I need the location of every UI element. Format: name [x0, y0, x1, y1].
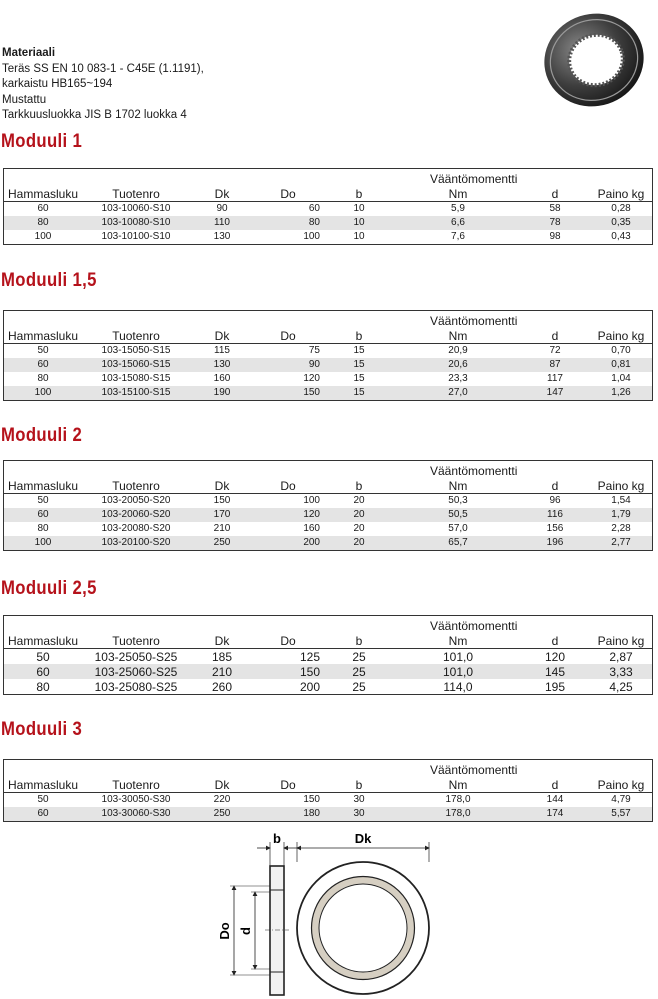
col-b: b [322, 186, 396, 202]
cell-dk: 130 [190, 358, 254, 372]
torque-group-header: Vääntömomentti [430, 313, 518, 328]
cell-paino: 4,25 [609, 679, 633, 694]
cell-b: 15 [353, 345, 365, 356]
table-row [4, 202, 653, 217]
col-tuotenro: Tuotenro [82, 777, 190, 793]
cell-do: 90 [254, 358, 322, 372]
module-1-table [3, 168, 653, 245]
table-row [4, 344, 653, 359]
cell-do: 100 [303, 231, 320, 242]
cell-do: 60 [308, 203, 320, 214]
table-row [4, 664, 653, 679]
module-2-5-table [3, 615, 653, 695]
cell-tuotenro: 103-10060-S10 [101, 203, 171, 214]
cell-d: 72 [549, 345, 561, 356]
col-do: Do [254, 633, 322, 649]
cell-do: 150 [303, 794, 320, 805]
col-tuotenro: Tuotenro [82, 186, 190, 202]
cell-d: 196 [520, 536, 590, 551]
table-row [4, 372, 653, 386]
cell-tuotenro: 103-20050-S20 [101, 495, 171, 506]
cell-tuotenro: 103-25050-S25 [94, 649, 178, 664]
col-paino: Paino kg [590, 777, 653, 793]
cell-b: 25 [352, 679, 366, 694]
cell-nm: 114,0 [443, 679, 473, 694]
col-paino: Paino kg [590, 478, 653, 494]
cell-nm: 23,3 [448, 373, 468, 384]
material-line: Teräs SS EN 10 083-1 - C45E (1.1191), [2, 62, 204, 75]
col-dk: Dk [190, 186, 254, 202]
cell-paino: 1,79 [590, 508, 653, 522]
col-nm: Nm [396, 186, 520, 202]
torque-group-header: Vääntömomentti [430, 618, 518, 633]
material-line: Tarkkuusluokka JIS B 1702 luokka 4 [2, 109, 187, 121]
cell-dk: 90 [216, 203, 228, 214]
cell-tuotenro: 103-15060-S15 [82, 358, 190, 372]
cell-hammasluku: 60 [4, 664, 83, 679]
col-paino: Paino kg [590, 328, 653, 344]
label-do: Do [217, 922, 232, 940]
cell-nm: 101,0 [442, 649, 474, 664]
cell-hammasluku: 50 [37, 495, 49, 506]
cell-dk: 210 [190, 664, 254, 679]
material-line: Mustattu [2, 93, 47, 106]
cell-paino: 5,57 [590, 807, 653, 822]
table-row [4, 649, 653, 665]
cell-dk: 110 [190, 216, 254, 230]
cell-dk: 260 [211, 679, 233, 694]
cell-do: 160 [303, 523, 320, 534]
table-row [4, 508, 653, 522]
col-do: Do [254, 478, 322, 494]
col-dk: Dk [190, 777, 254, 793]
material-info [2, 46, 204, 124]
cell-d: 98 [549, 231, 561, 242]
cell-b: 20 [322, 508, 396, 522]
cell-hammasluku: 60 [4, 508, 83, 522]
cell-tuotenro: 103-10100-S10 [101, 231, 171, 242]
dimension-drawing [215, 828, 445, 998]
cell-do: 180 [254, 807, 322, 822]
cell-dk: 170 [190, 508, 254, 522]
cell-b: 10 [353, 231, 365, 242]
cell-b: 15 [353, 373, 365, 384]
table-row [4, 386, 653, 401]
cell-dk: 190 [190, 386, 254, 401]
cell-paino: 2,87 [609, 649, 633, 664]
cell-d: 58 [549, 203, 561, 214]
cell-do: 80 [254, 216, 322, 230]
cell-do: 200 [299, 679, 320, 694]
col-hammasluku: Hammasluku [4, 328, 83, 344]
cell-do: 200 [254, 536, 322, 551]
cell-d: 144 [546, 794, 564, 805]
cell-do: 120 [303, 373, 320, 384]
col-do: Do [254, 777, 322, 793]
cell-b: 10 [322, 216, 396, 230]
cell-d: 87 [520, 358, 590, 372]
module-2-table [3, 460, 653, 551]
col-d: d [520, 328, 590, 344]
cell-do: 75 [308, 345, 320, 356]
col-dk: Dk [190, 328, 254, 344]
cell-tuotenro: 103-20080-S20 [101, 523, 171, 534]
cell-d: 120 [544, 649, 566, 664]
cell-b: 15 [322, 386, 396, 401]
cell-dk: 250 [190, 807, 254, 822]
cell-d: 116 [520, 508, 590, 522]
cell-hammasluku: 50 [37, 345, 49, 356]
cell-nm: 20,9 [448, 345, 468, 356]
cell-nm: 178,0 [396, 807, 520, 822]
label-dk: Dk [354, 831, 372, 846]
col-tuotenro: Tuotenro [82, 478, 190, 494]
cell-tuotenro: 103-20060-S20 [82, 508, 190, 522]
table-row [4, 807, 653, 822]
ring-gear-photo [538, 6, 646, 114]
cell-dk: 250 [190, 536, 254, 551]
cell-nm: 27,0 [396, 386, 520, 401]
cell-d: 78 [520, 216, 590, 230]
cell-do: 150 [254, 664, 322, 679]
cell-d: 174 [520, 807, 590, 822]
col-hammasluku: Hammasluku [4, 633, 83, 649]
cell-tuotenro: 103-15100-S15 [82, 386, 190, 401]
col-hammasluku: Hammasluku [4, 186, 83, 202]
col-paino: Paino kg [590, 633, 653, 649]
module-3-title: Moduuli 3 [1, 719, 83, 740]
cell-dk: 130 [213, 231, 231, 242]
cell-hammasluku: 60 [4, 807, 83, 822]
cell-dk: 160 [213, 373, 231, 384]
cell-b: 10 [353, 203, 365, 214]
module-2-title: Moduuli 2 [1, 425, 83, 446]
cell-dk: 220 [213, 794, 231, 805]
col-nm: Nm [396, 328, 520, 344]
cell-hammasluku: 80 [36, 679, 50, 694]
cell-b: 15 [322, 358, 396, 372]
cell-nm: 7,6 [451, 231, 465, 242]
torque-group-header: Vääntömomentti [430, 762, 518, 777]
col-d: d [520, 633, 590, 649]
cell-do: 100 [303, 495, 320, 506]
table-row [4, 536, 653, 551]
cell-nm: 178,0 [445, 794, 471, 805]
cell-tuotenro: 103-25060-S25 [82, 664, 190, 679]
material-heading: Materiaali [2, 47, 56, 59]
cell-do: 120 [254, 508, 322, 522]
cell-hammasluku: 80 [4, 216, 83, 230]
cell-b: 20 [322, 536, 396, 551]
cell-hammasluku: 80 [37, 373, 49, 384]
cell-paino: 1,04 [611, 373, 631, 384]
torque-group-header: Vääntömomentti [430, 463, 518, 478]
cell-hammasluku: 50 [36, 649, 50, 664]
col-d: d [520, 186, 590, 202]
cell-tuotenro: 103-15050-S15 [101, 345, 171, 356]
cell-nm: 101,0 [396, 664, 520, 679]
cell-dk: 210 [213, 523, 231, 534]
col-tuotenro: Tuotenro [82, 328, 190, 344]
cell-nm: 65,7 [396, 536, 520, 551]
cell-b: 20 [353, 523, 365, 534]
side-view [230, 842, 297, 995]
col-hammasluku: Hammasluku [4, 777, 83, 793]
material-line: karkaistu HB165~194 [2, 78, 113, 90]
table-row [4, 358, 653, 372]
cell-paino: 2,77 [590, 536, 653, 551]
col-nm: Nm [396, 777, 520, 793]
cell-nm: 57,0 [448, 523, 468, 534]
cell-hammasluku: 100 [4, 536, 83, 551]
col-dk: Dk [190, 478, 254, 494]
cell-paino: 0,70 [611, 345, 631, 356]
table-row [4, 230, 653, 245]
cell-do: 125 [299, 649, 320, 664]
cell-dk: 150 [213, 495, 231, 506]
cell-hammasluku: 80 [37, 523, 49, 534]
front-view [297, 842, 429, 994]
cell-d: 147 [520, 386, 590, 401]
cell-hammasluku: 50 [37, 794, 49, 805]
module-1-title: Moduuli 1 [1, 131, 83, 152]
cell-paino: 1,54 [611, 495, 631, 506]
cell-hammasluku: 100 [34, 231, 52, 242]
cell-nm: 6,6 [396, 216, 520, 230]
cell-paino: 0,35 [590, 216, 653, 230]
cell-nm: 50,5 [396, 508, 520, 522]
cell-nm: 5,9 [451, 203, 465, 214]
cell-b: 30 [322, 807, 396, 822]
cell-b: 20 [353, 495, 365, 506]
table-row [4, 216, 653, 230]
cell-paino: 0,28 [611, 203, 631, 214]
cell-tuotenro: 103-25080-S25 [94, 679, 178, 694]
col-tuotenro: Tuotenro [82, 633, 190, 649]
cell-dk: 185 [211, 649, 233, 664]
col-b: b [322, 478, 396, 494]
torque-group-header: Vääntömomentti [430, 171, 518, 186]
col-b: b [322, 328, 396, 344]
cell-b: 25 [322, 664, 396, 679]
cell-dk: 115 [214, 345, 230, 356]
cell-d: 96 [549, 495, 561, 506]
col-hammasluku: Hammasluku [4, 478, 83, 494]
cell-hammasluku: 100 [4, 386, 83, 401]
col-do: Do [254, 186, 322, 202]
label-d: d [238, 927, 253, 935]
cell-paino: 3,33 [590, 664, 653, 679]
cell-d: 117 [547, 373, 563, 384]
col-nm: Nm [396, 478, 520, 494]
table-row [4, 522, 653, 536]
cell-paino: 4,79 [611, 794, 631, 805]
cell-nm: 50,3 [448, 495, 468, 506]
cell-tuotenro: 103-20100-S20 [82, 536, 190, 551]
table-row [4, 494, 653, 509]
cell-d: 195 [544, 679, 566, 694]
cell-b: 30 [353, 794, 365, 805]
cell-paino: 2,28 [611, 523, 631, 534]
cell-d: 156 [546, 523, 564, 534]
col-d: d [520, 777, 590, 793]
table-row [4, 679, 653, 695]
table-row [4, 793, 653, 808]
col-b: b [322, 777, 396, 793]
cell-tuotenro: 103-15080-S15 [101, 373, 171, 384]
cell-do: 150 [254, 386, 322, 401]
col-paino: Paino kg [590, 186, 653, 202]
cell-paino: 1,26 [590, 386, 653, 401]
label-b: b [273, 831, 281, 846]
cell-hammasluku: 60 [4, 358, 83, 372]
cell-tuotenro: 103-30060-S30 [82, 807, 190, 822]
cell-b: 25 [352, 649, 366, 664]
module-1-5-table [3, 310, 653, 401]
cell-paino: 0,81 [590, 358, 653, 372]
cell-d: 145 [520, 664, 590, 679]
cell-hammasluku: 60 [37, 203, 49, 214]
module-2-5-title: Moduuli 2,5 [1, 578, 97, 599]
col-b: b [322, 633, 396, 649]
cell-nm: 20,6 [396, 358, 520, 372]
col-dk: Dk [190, 633, 254, 649]
module-1-5-title: Moduuli 1,5 [1, 270, 97, 291]
cell-tuotenro: 103-10080-S10 [82, 216, 190, 230]
cell-paino: 0,43 [611, 231, 631, 242]
col-do: Do [254, 328, 322, 344]
col-nm: Nm [396, 633, 520, 649]
module-3-table [3, 759, 653, 822]
col-d: d [520, 478, 590, 494]
cell-tuotenro: 103-30050-S30 [101, 794, 171, 805]
